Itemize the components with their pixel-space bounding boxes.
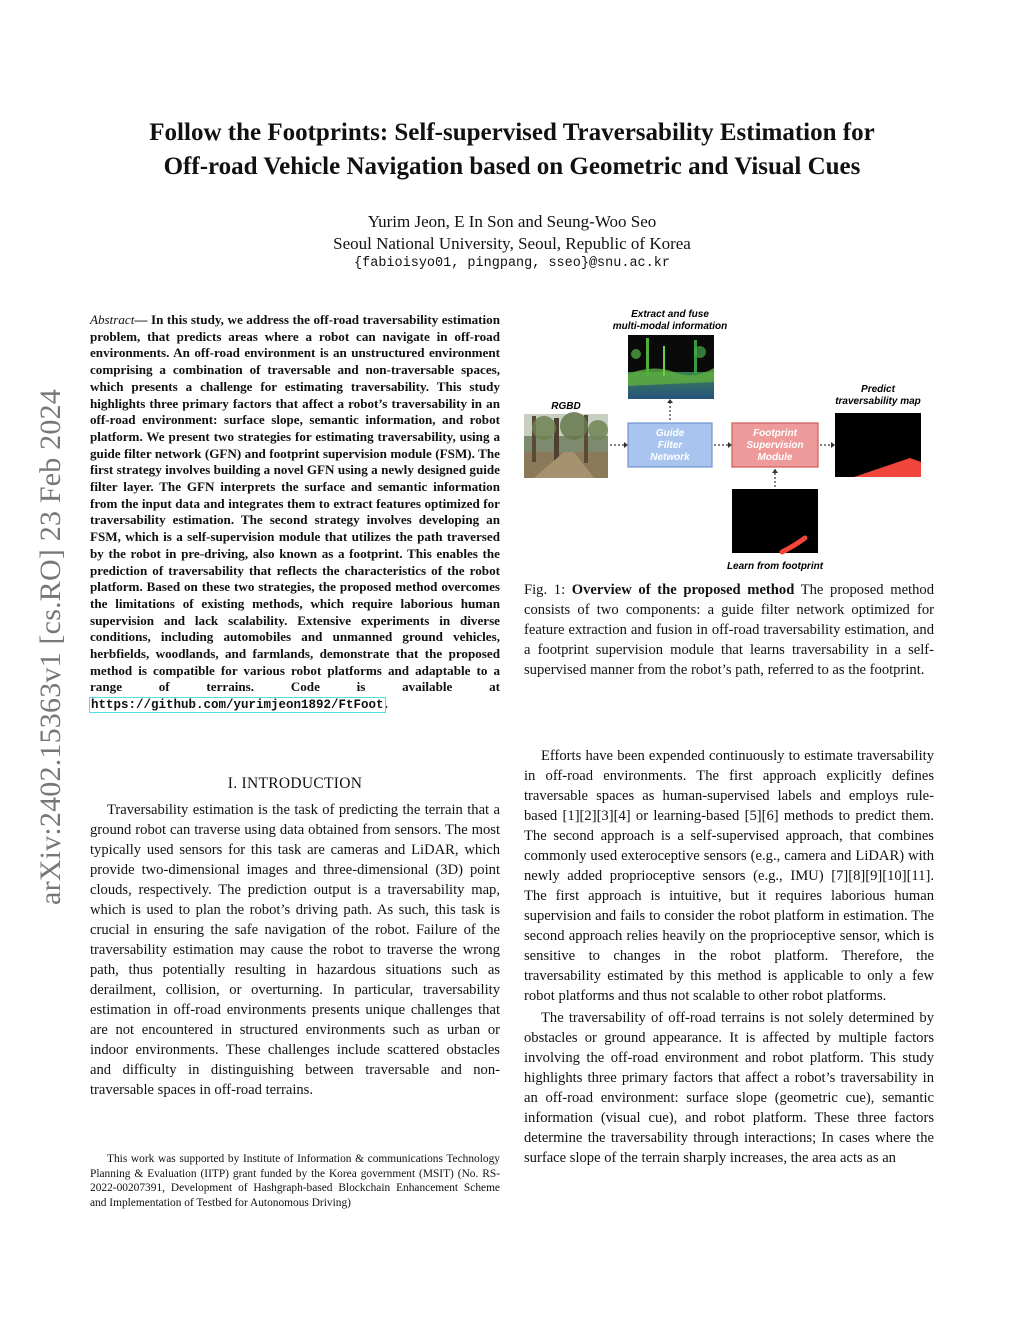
title-line-2: Off-road Vehicle Navigation based on Geometric and Visual Cues <box>163 153 861 180</box>
right-column-body <box>524 746 934 1168</box>
intro-body <box>90 800 500 1100</box>
abstract-text: — In this study, we address the off-road traversability estimation problem, that predicts areas where a robot can navigate in off-road environments. An off-road environment is an unstructured environment comprising a combination of traversable and non-traversable spaces, which presents a challenge for estimating traversability. This study highlights three primary factors that affect a robot’s traversability in an off-road environment: surface slope, semantic information, and robot platform. We present two strategies for estimating traversability, using a guide filter network (GFN) and footprint supervision module (FSM). The first strategy involves building a novel GFN using a newly designed guide filter layer. The GFN interprets the surface and semantic information from the input data and integrates them to extract features optimized for traversability estimation. The second strategy involves developing an FSM, which is a self-supervision module that utilizes the path traversed by the robot in pre-driving, also known as a footprint. This enables the prediction of traversability that reflects the characteristics of the robot platform. Based on these two strategies, the proposed method overcomes the limitations of existing methods, which require laborious human supervision and lack scalability. Extensive experiments in diverse conditions, including automobiles and unmanned ground vehicles, herbfields, woodlands, and farmlands, demonstrate that the proposed method is compatible for various robot platforms and adaptable to a range of terrains. Code is available at <box>90 312 500 695</box>
label-extract: Extract and fuse <box>631 309 709 320</box>
method-overview-diagram <box>524 302 934 574</box>
footprint-label-image <box>732 489 818 553</box>
traversability-map-output <box>835 413 921 477</box>
right-paragraph-1: Efforts have been expended continuously to estimate traversability in off-road environments. The first approach explicitly defines traversable spaces as human-supervised labels and employs rule-based [1][2][3][4] or learning-based [5][6] methods to predict them. The second approach is a self-supervised approach, that combines commonly used exteroceptive sensors (e.g., camera and LiDAR) with newly added proprioceptive sensors (e.g., IMU) [7][8][9][10][11]. The first approach is intuitive, but it requires laborious human supervision and fails to consider the robot platform in estimation. The second approach relies heavily on the proprioceptive sensor, which is sensitive to changes in the robot platform. Therefore, the traversability estimated by this method is applicable to only a few robot platforms and thus not scalable to other robot platforms. <box>524 748 934 1004</box>
fsm-label-2: Supervision <box>746 440 804 451</box>
rgbd-input-image <box>524 412 608 478</box>
affiliation: Seoul National University, Seoul, Republic of Korea <box>333 234 691 253</box>
label-multimodal: multi-modal information <box>612 321 728 332</box>
fsm-label-3: Module <box>757 452 793 463</box>
guide-filter-network-box <box>628 423 712 467</box>
label-travmap: traversability map <box>835 396 921 407</box>
caption-text: The proposed method consists of two components: a guide filter network optimized for feature extraction and fusion in off-road traversability estimation, and a footprint supervision module that learns traversability in a self-supervised manner from the robot’s path, referred to as the footprint. <box>524 582 934 678</box>
intro-paragraph-1: Traversability estimation is the task of predicting the terrain that a ground robot can traverse using data obtained from sensors. The most typically used sensors for this task are cameras and LiDAR, which provide two-dimensional images and three-dimensional (3D) point clouds, respectively. The prediction output is a traversability map, which is used to plan the robot’s driving path. As such, this task is crucial in ensuring the safe navigation of the robot. Failure of the traversability estimation may cause the robot to traverse the wrong path, thus potentially resulting in hazardous situations such as derailment, collision, or overturning. In particular, traversability estimation in off-road environments presents unique challenges that are not encountered in structured environments such as urban or indoor environments. These challenges include scattered obstacles and difficulty in distinguishing between traversable and non-traversable spaces in off-road terrains. <box>90 802 500 1098</box>
fsm-label-1: Footprint <box>753 428 797 439</box>
gfn-label-1: Guide <box>655 428 685 439</box>
abstract-lead: Abstract <box>90 312 135 327</box>
label-learn: Learn from footprint <box>726 561 824 572</box>
section-heading-introduction: I. INTRODUCTION <box>227 775 363 792</box>
abstract <box>90 312 500 714</box>
footnote <box>90 1152 500 1210</box>
fused-pointcloud-image <box>628 335 714 399</box>
figure-caption <box>524 580 934 680</box>
arxiv-id: arXiv:2402.15363v1 [cs.RO] 23 Feb 2024 <box>34 389 67 905</box>
label-rgbd: RGBD <box>551 401 581 412</box>
author-block <box>100 211 924 255</box>
abstract-end: . <box>384 696 388 712</box>
label-predict: Predict <box>861 384 895 395</box>
title-line-1: Follow the Footprints: Self-supervised Traversability Estimation for <box>149 119 875 146</box>
gfn-label-2: Filter <box>657 440 683 451</box>
authors: Yurim Jeon, E In Son and Seung-Woo Seo <box>367 212 657 231</box>
caption-label: Fig. 1: <box>524 582 566 598</box>
paper-title <box>60 116 964 184</box>
code-link[interactable]: https://github.com/yurimjeon1892/FtFoot <box>91 698 384 713</box>
caption-title: Overview of the proposed method <box>571 582 795 598</box>
gfn-label-3: Network <box>650 452 690 463</box>
arxiv-sidebar <box>26 355 76 940</box>
funding-note: This work was supported by Institute of Information & communications Technology Planning & Evaluation (IITP) grant funded by the Korea government (MSIT) (No. RS-2022-00207391, Development of Hashgraph-based Blockchain Enhancement Scheme and Implementation of Testbed for Autonomous Driving) <box>90 1153 500 1209</box>
emails: {fabioisyo01, pingpang, sseo}@snu.ac.kr <box>354 256 670 271</box>
footprint-supervision-module-box <box>732 423 818 467</box>
figure-1 <box>524 302 934 574</box>
right-paragraph-2: The traversability of off-road terrains is not solely determined by obstacles or ground appearance. It is affected by multiple factors involving the off-road environment and robot platform. This study highlights three primary factors that affect a robot’s traversability in an off-road environment: surface slope (geometric cue), semantic information (visual cue), and robot platform. These three factors determine the traversability through interactions; In cases where the surface slope of the terrain sharply increases, the area acts as an <box>524 1010 934 1166</box>
